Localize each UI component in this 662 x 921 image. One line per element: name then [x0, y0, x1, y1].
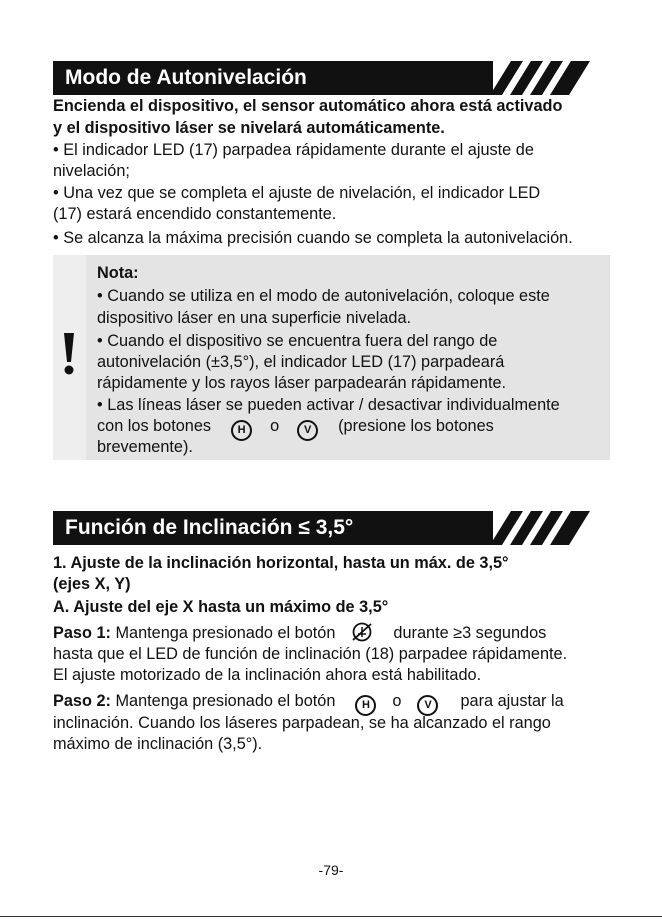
bullet-text: • El indicador LED (17) parpadea rápidamente durante el ajuste de: [53, 141, 534, 159]
intro-line: Encienda el dispositivo, el sensor automático ahora está activado: [53, 97, 563, 115]
step-text: durante ≥3 segundos: [393, 624, 547, 642]
step-text: para ajustar la: [460, 692, 564, 710]
bullet-text: (17) estará encendido constantemente.: [53, 205, 337, 223]
page-number: -79-: [318, 862, 344, 878]
note-text: rápidamente y los rayos láser parpadearán rápidamente.: [97, 374, 507, 392]
section-title: Modo de Autonivelación: [65, 66, 307, 89]
h-button-icon: H: [355, 695, 376, 716]
note-icon-strip: [53, 255, 86, 460]
h-button-icon: H: [231, 420, 252, 441]
step-text: máximo de inclinación (3,5°).: [53, 735, 263, 753]
note-text: • Las líneas láser se pueden activar / desactivar individualmente: [97, 396, 560, 414]
note-box: [53, 255, 610, 460]
bottom-rule: [0, 916, 662, 917]
step-label: Paso 2:: [53, 692, 111, 710]
step-text: Mantenga presionado el botón: [115, 692, 336, 710]
note-text: brevemente).: [97, 438, 193, 456]
subheading: 1. Ajuste de la inclinación horizontal, hasta un máx. de 3,5°: [53, 554, 509, 572]
bullet-text: • Una vez que se completa el ajuste de nivelación, el indicador LED: [53, 184, 541, 202]
subheading: (ejes X, Y): [53, 575, 131, 593]
note-text: • Cuando se utiliza en el modo de autonivelación, coloque este: [97, 287, 550, 305]
step1-line: [53, 622, 546, 645]
intro-line: y el dispositivo láser se nivelará automáticamente.: [53, 119, 445, 137]
section-title: Función de Inclinación ≤ 3,5°: [65, 516, 354, 539]
step-text: inclinación. Cuando los láseres parpadean, se ha alcanzado el rango: [53, 714, 551, 732]
or-text: o: [270, 417, 280, 435]
section-banner-autonivelacion: [53, 61, 590, 95]
note-text: con los botones: [97, 417, 212, 435]
step-text: Mantenga presionado el botón: [115, 624, 336, 642]
bullet-text: • Se alcanza la máxima precisión cuando se completa la autonivelación.: [53, 229, 573, 247]
note-text: autonivelación (±3,5°), el indicador LED (17) parpadeará: [97, 353, 505, 371]
section-banner-inclinacion: [53, 511, 590, 545]
note-heading: Nota:: [97, 264, 139, 282]
note-text: dispositivo láser en una superficie nivelada.: [97, 309, 412, 327]
note-text: (presione los botones: [338, 417, 494, 435]
subheading: A. Ajuste del eje X hasta un máximo de 3,5°: [53, 598, 389, 616]
step-text: hasta que el LED de función de inclinación (18) parpadee rápidamente.: [53, 645, 568, 663]
or-text: o: [392, 692, 402, 710]
v-button-icon: V: [417, 695, 438, 716]
exclamation-icon: [63, 333, 75, 375]
note-text: • Cuando el dispositivo se encuentra fuera del rango de: [97, 332, 498, 350]
v-button-icon: V: [297, 420, 318, 441]
bullet-text: nivelación;: [53, 162, 130, 180]
tilt-button-icon: [351, 622, 373, 642]
step-label: Paso 1:: [53, 624, 111, 642]
step-text: El ajuste motorizado de la inclinación ahora está habilitado.: [53, 666, 482, 684]
